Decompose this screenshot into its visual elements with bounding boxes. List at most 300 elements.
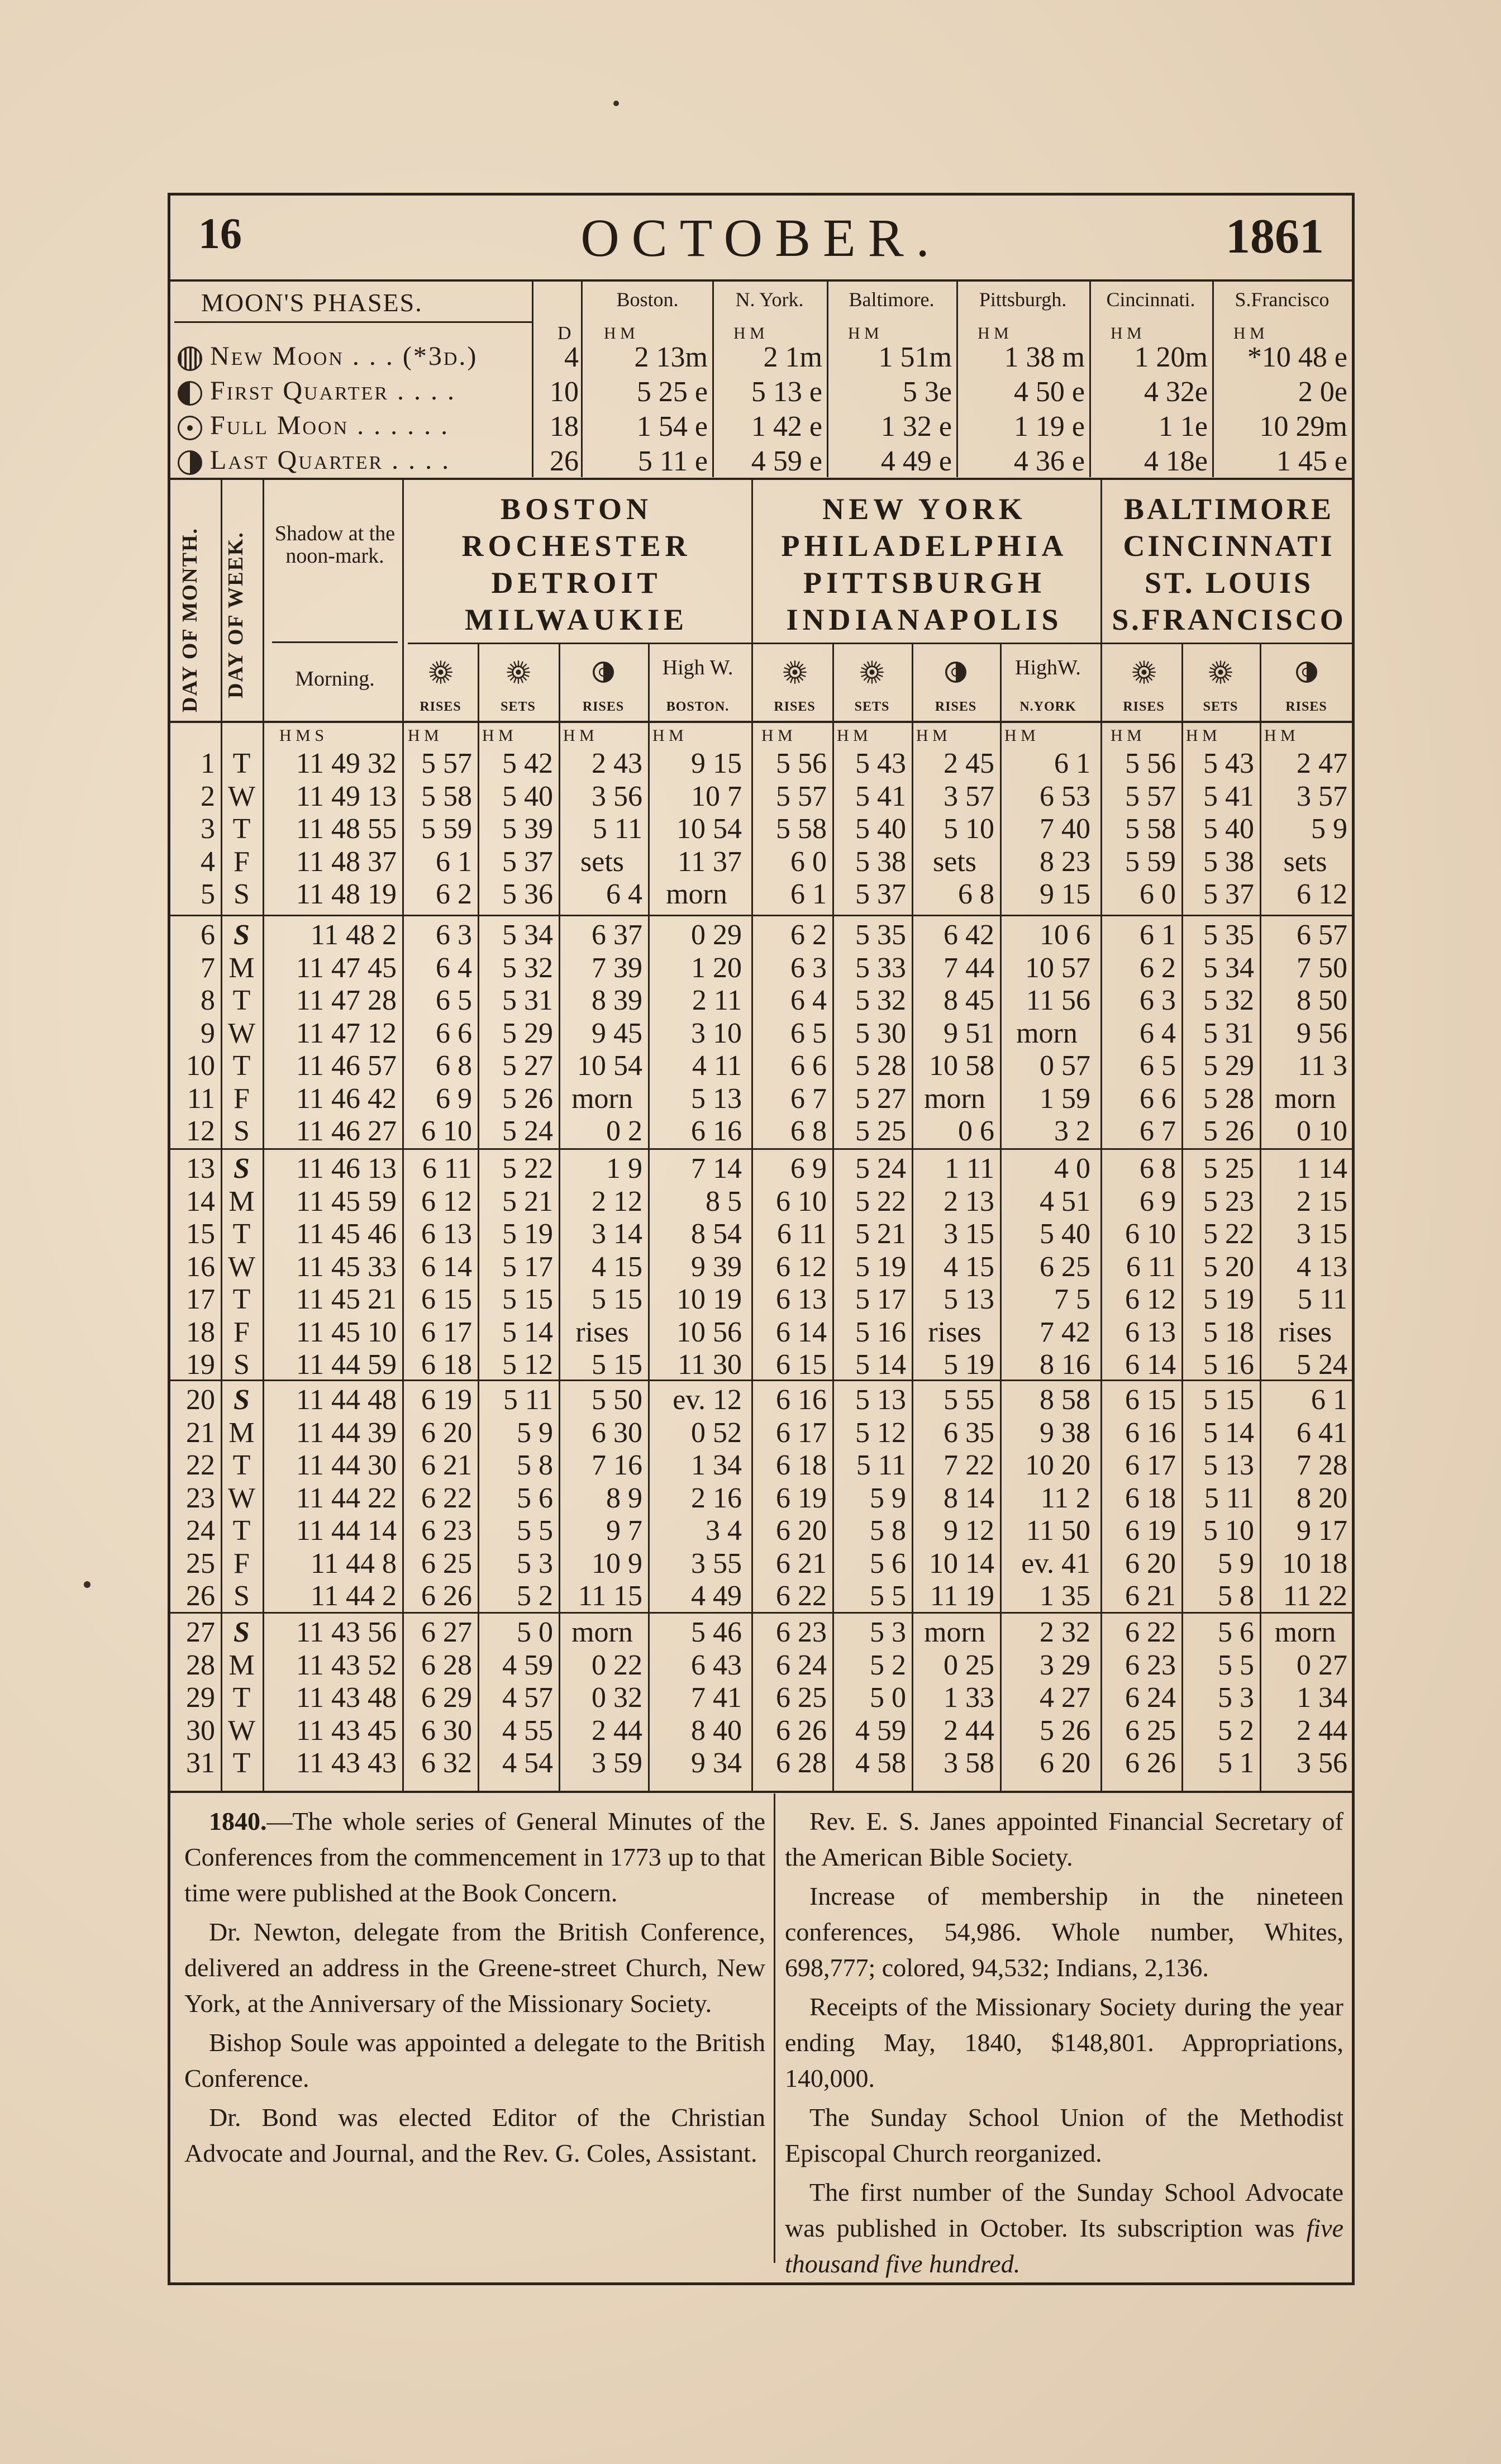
phase-row	[178, 410, 449, 445]
shadow-time: 11 47 12	[296, 1017, 397, 1049]
phase-day: 18	[550, 411, 579, 443]
day-of-week: T	[232, 1283, 251, 1315]
table-cell: 4 15	[944, 1250, 994, 1283]
table-cell: 8 54	[691, 1218, 742, 1250]
note-paragraph	[785, 1804, 1343, 1875]
table-cell: morn	[571, 1616, 633, 1648]
day-of-month: 28	[186, 1649, 215, 1681]
table-cell: 5 2	[517, 1580, 553, 1612]
table-cell: 2 12	[592, 1185, 642, 1217]
table-cell: 3 58	[944, 1747, 994, 1779]
table-cell: 6 9	[1140, 1185, 1176, 1217]
hms-label: H M S	[279, 726, 325, 745]
phase-city-header: Cincinnati.	[1106, 288, 1195, 311]
table-cell: 10 20	[1025, 1449, 1090, 1481]
day-of-month: 2	[201, 780, 215, 812]
shadow-time: 11 44 14	[296, 1515, 397, 1547]
table-cell: 5 13	[944, 1283, 994, 1315]
hm-label: H M	[408, 726, 439, 745]
phase-time: 1 32 e	[880, 411, 952, 443]
page-number: 16	[198, 209, 242, 258]
note-italic: five thousand five hundred.	[785, 2214, 1343, 2278]
day-of-week: T	[232, 1449, 251, 1481]
table-cell: 6 26	[1125, 1747, 1176, 1779]
table-cell: 7 42	[1040, 1316, 1090, 1348]
table-cell: 9 15	[691, 748, 742, 779]
table-cell: 3 15	[1297, 1218, 1347, 1250]
day-of-month: 19	[186, 1349, 215, 1381]
phase-city-header: Baltimore.	[849, 288, 935, 311]
table-cell: 5 3	[870, 1616, 906, 1648]
phase-time: 1 54 e	[636, 411, 708, 443]
table-cell: 2 16	[691, 1482, 742, 1514]
table-cell: 8 58	[1040, 1384, 1090, 1416]
table-cell: 6 29	[421, 1682, 472, 1714]
sub-header: SETS	[854, 700, 890, 714]
day-of-week-label: DAY OF WEEK.	[224, 531, 247, 698]
note-text: Increase of membership in the nineteen conferences, 54,986. Whole number, Whites, 698,777; colored, 94,532; Indians, 2,136.	[785, 1882, 1343, 1982]
table-cell: 5 41	[1203, 780, 1254, 812]
table-cell: 9 17	[1297, 1515, 1347, 1547]
table-cell: 1 11	[944, 1153, 994, 1185]
table-cell: 6 25	[776, 1682, 827, 1714]
day-of-month: 12	[186, 1115, 215, 1147]
table-cell: 5 24	[855, 1153, 906, 1185]
phase-label: First Quarter . . . .	[210, 376, 456, 406]
table-cell: 5 11	[503, 1384, 553, 1416]
hm-label: H M	[837, 726, 868, 745]
table-cell: 11 50	[1026, 1515, 1090, 1547]
table-cell: 8 5	[706, 1185, 742, 1217]
day-of-month: 7	[201, 952, 215, 984]
phase-row	[178, 341, 478, 375]
table-cell: 6 16	[1125, 1416, 1176, 1449]
table-cell: 10 7	[691, 780, 742, 812]
table-cell: 11 3	[1297, 1050, 1347, 1082]
table-cell: 6 13	[776, 1283, 827, 1315]
table-cell: 5 24	[502, 1115, 553, 1147]
table-cell: 7 16	[592, 1449, 642, 1481]
table-cell: 6 1	[1140, 919, 1176, 951]
table-cell: 7 41	[691, 1682, 742, 1714]
table-cell: 8 23	[1040, 845, 1090, 878]
table-cell: 0 10	[1297, 1115, 1347, 1147]
day-of-month: 25	[186, 1547, 215, 1580]
table-cell: 6 8	[790, 1115, 827, 1147]
hm-label: H M	[563, 726, 594, 745]
table-cell: 5 22	[1203, 1218, 1254, 1250]
table-cell: 5 33	[855, 952, 906, 984]
table-cell: 5 40	[1203, 813, 1254, 845]
table-cell: ev. 41	[1021, 1547, 1090, 1580]
table-cell: 8 45	[944, 984, 994, 1016]
table-cell: 5 29	[1203, 1050, 1254, 1082]
phase-time: 4 32e	[1143, 376, 1208, 408]
note-paragraph	[184, 2100, 765, 2171]
table-cell: 11 2	[1040, 1482, 1090, 1514]
table-cell: 6 24	[776, 1649, 827, 1681]
table-cell: 1 9	[606, 1153, 642, 1185]
week-divider	[168, 915, 1355, 916]
note-paragraph	[184, 2025, 765, 2096]
table-cell: 10 54	[676, 813, 742, 845]
table-cell: 6 4	[1140, 1017, 1176, 1049]
table-cell: 0 29	[691, 919, 742, 951]
table-cell: 6 37	[592, 919, 642, 951]
table-cell: 2 45	[944, 748, 994, 779]
table-cell: 5 11	[856, 1449, 906, 1481]
note-paragraph	[785, 1878, 1343, 1986]
table-cell: 6 21	[421, 1449, 472, 1481]
table-cell: 6 4	[790, 984, 827, 1016]
note-paragraph	[184, 1914, 765, 2021]
shadow-label: Shadow at the noon-mark.	[274, 522, 395, 568]
day-of-month: 26	[186, 1580, 215, 1612]
table-cell: 5 25	[855, 1115, 906, 1147]
day-of-month: 14	[186, 1185, 215, 1217]
table-cell: 5 9	[870, 1482, 906, 1514]
table-cell: 10 6	[1040, 919, 1090, 951]
table-cell: 6 42	[944, 919, 994, 951]
table-cell: morn	[666, 878, 727, 910]
table-cell: 6 6	[436, 1017, 472, 1049]
phase-time: 1 51m	[878, 341, 952, 373]
phase-time: 5 25 e	[636, 376, 708, 408]
table-cell: sets	[1283, 845, 1327, 878]
table-cell: 6 1	[436, 845, 472, 878]
phase-day: 10	[550, 376, 579, 408]
day-of-month-label: DAY OF MONTH.	[178, 527, 202, 712]
phase-day: 26	[550, 445, 579, 477]
moon-rise-icon	[590, 659, 616, 685]
table-cell: 3 15	[944, 1218, 994, 1250]
table-cell: 1 34	[1297, 1682, 1347, 1714]
table-cell: 4 57	[502, 1682, 553, 1714]
table-cell: 6 26	[421, 1580, 472, 1612]
table-cell: 5 41	[855, 780, 906, 812]
region-boston: BOSTON ROCHESTER DETROIT MILWAUKIE	[461, 492, 692, 636]
table-cell: 3 56	[592, 780, 642, 812]
phase-time: 4 36 e	[1013, 445, 1085, 477]
table-cell: 4 55	[502, 1714, 553, 1747]
table-cell: 6 16	[691, 1115, 742, 1147]
table-cell: 6 57	[1297, 919, 1347, 951]
day-of-week: T	[232, 1682, 251, 1714]
table-cell: 5 36	[502, 878, 553, 910]
table-cell: 3 59	[592, 1747, 642, 1779]
table-cell: 5 10	[944, 813, 994, 845]
column-rule	[832, 723, 834, 1791]
table-cell: 5 39	[502, 813, 553, 845]
table-cell: 5 2	[870, 1649, 906, 1681]
table-cell: 5 34	[1203, 952, 1254, 984]
table-cell: 1 34	[691, 1449, 742, 1481]
day-of-month: 3	[201, 813, 215, 845]
day-of-month: 16	[186, 1250, 215, 1283]
table-cell: 5 43	[1203, 748, 1254, 779]
table-cell: 5 50	[592, 1384, 642, 1416]
table-cell: 6 15	[1125, 1384, 1176, 1416]
note-text: Rev. E. S. Janes appointed Financial Secretary of the American Bible Society.	[785, 1807, 1343, 1871]
table-cell: 2 11	[692, 984, 742, 1016]
table-cell: 6 6	[1140, 1082, 1176, 1115]
year: 1861	[1226, 210, 1324, 264]
table-cell: 5 37	[502, 845, 553, 878]
table-cell: 6 17	[421, 1316, 472, 1348]
table-cell: 3 10	[691, 1017, 742, 1049]
table-cell: morn	[1274, 1616, 1336, 1648]
table-cell: 5 34	[502, 919, 553, 951]
day-of-week: W	[227, 1250, 256, 1283]
table-cell: 1 35	[1040, 1580, 1090, 1612]
table-cell: 6 53	[1040, 780, 1090, 812]
table-cell: 6 15	[421, 1283, 472, 1315]
table-cell: 5 27	[855, 1082, 906, 1115]
table-cell: 0 6	[958, 1115, 994, 1147]
table-cell: 6 14	[776, 1316, 827, 1348]
column-rule	[221, 723, 222, 1791]
day-of-week: M	[228, 952, 255, 984]
table-cell: 5 0	[870, 1682, 906, 1714]
shadow-time: 11 47 28	[296, 984, 397, 1016]
table-cell: 6 43	[691, 1649, 742, 1681]
table-cell: 5 9	[517, 1416, 553, 1449]
table-cell: rises	[575, 1316, 629, 1348]
table-cell: 5 32	[855, 984, 906, 1016]
table-cell: 6 1	[1311, 1384, 1347, 1416]
table-cell: 6 20	[421, 1416, 472, 1449]
day-of-month: 27	[186, 1616, 215, 1648]
note-year: 1840.	[209, 1807, 267, 1835]
phase-time: 1 1e	[1158, 411, 1208, 443]
table-cell: 5 3	[1218, 1682, 1254, 1714]
column-rule	[263, 723, 264, 1791]
table-cell: 0 32	[592, 1682, 642, 1714]
table-cell: 8 39	[592, 984, 642, 1016]
shadow-time: 11 43 56	[296, 1616, 397, 1648]
table-cell: 9 7	[606, 1515, 642, 1547]
day-of-month: 15	[186, 1218, 215, 1250]
hm-label: H M	[1004, 726, 1036, 745]
table-cell: 10 9	[592, 1547, 642, 1580]
day-of-week: S	[234, 1616, 250, 1648]
table-cell: 6 19	[421, 1384, 472, 1416]
hm-label: H M	[1111, 726, 1142, 745]
phase-time: *10 48 e	[1247, 341, 1347, 373]
table-cell: 6 8	[958, 878, 994, 910]
day-of-month: 29	[186, 1682, 215, 1714]
table-cell: 10 56	[676, 1316, 742, 1348]
table-cell: 4 13	[1297, 1250, 1347, 1283]
table-cell: 5 21	[855, 1218, 906, 1250]
table-cell: 6 11	[1126, 1250, 1176, 1283]
day-of-month: 23	[186, 1482, 215, 1514]
table-cell: 6 3	[790, 952, 827, 984]
table-cell: 6 12	[1125, 1283, 1176, 1315]
table-cell: 6 21	[1125, 1580, 1176, 1612]
hm-label: H M	[604, 324, 635, 343]
table-cell: 6 22	[776, 1580, 827, 1612]
day-of-month: 18	[186, 1316, 215, 1348]
day-of-week: T	[232, 1515, 251, 1547]
phase-time: 2 1m	[763, 341, 822, 373]
table-cell: 5 19	[855, 1250, 906, 1283]
table-cell: 7 40	[1040, 813, 1090, 845]
hm-label: H M	[848, 324, 879, 343]
table-cell: 6 6	[790, 1050, 827, 1082]
phase-city-header: N. York.	[735, 288, 804, 311]
table-bottom-rule	[168, 1791, 1355, 1793]
table-cell: 6 22	[1125, 1616, 1176, 1648]
hm-label: H M	[761, 726, 793, 745]
day-of-week: F	[234, 845, 250, 878]
note-text: Receipts of the Missionary Society during the year ending May, 1840, $148,801. Appropriations, 140,000.	[785, 1992, 1343, 2092]
table-cell: 5 23	[1203, 1185, 1254, 1217]
day-of-month: 10	[186, 1050, 215, 1082]
phase-label: Full Moon . . . . . .	[210, 411, 450, 440]
table-cell: 6 3	[436, 919, 472, 951]
table-cell: 5 5	[1218, 1649, 1254, 1681]
shadow-time: 11 46 13	[296, 1153, 397, 1185]
table-cell: 6 13	[1125, 1316, 1176, 1348]
table-cell: 2 13	[944, 1185, 994, 1217]
shadow-time: 11 49 32	[296, 748, 397, 779]
table-cell: 5 6	[1218, 1616, 1254, 1648]
table-cell: 1 59	[1040, 1082, 1090, 1115]
day-of-week: W	[227, 1714, 256, 1747]
table-cell: 5 18	[1203, 1316, 1254, 1348]
ink-speck	[84, 1581, 90, 1588]
table-cell: ev. 12	[673, 1384, 742, 1416]
table-cell: 4 59	[855, 1714, 906, 1747]
shadow-time: 11 44 22	[296, 1482, 397, 1514]
week-divider	[168, 1148, 1355, 1150]
table-cell: 6 10	[421, 1115, 472, 1147]
table-cell: 5 57	[421, 748, 472, 779]
shadow-time: 11 45 59	[296, 1185, 397, 1217]
table-cell: 5 19	[944, 1349, 994, 1381]
table-cell: 6 22	[421, 1482, 472, 1514]
table-cell: 5 55	[944, 1384, 994, 1416]
day-of-week: S	[234, 1349, 250, 1381]
table-cell: 7 39	[592, 952, 642, 984]
day-of-week: S	[234, 1115, 250, 1147]
table-cell: 6 7	[790, 1082, 827, 1115]
day-of-week: T	[232, 1747, 251, 1779]
moon-rise-icon	[1294, 659, 1319, 685]
table-cell: 5 56	[776, 748, 827, 779]
table-cell: 5 19	[1203, 1283, 1254, 1315]
table-cell: 6 2	[790, 919, 827, 951]
note-text: Bishop Soule was appointed a delegate to the British Conference.	[184, 2028, 765, 2092]
moon-phases-title: MOON'S PHASES.	[201, 288, 423, 317]
day-of-week: F	[234, 1082, 250, 1115]
table-cell: 2 15	[1297, 1185, 1347, 1217]
table-cell: 5 35	[855, 919, 906, 951]
phase-time: 1 20m	[1134, 341, 1208, 373]
table-cell: 5 14	[502, 1316, 553, 1348]
table-cell: 0 2	[606, 1115, 642, 1147]
hm-label: H M	[1111, 324, 1142, 343]
day-of-month: 1	[201, 748, 215, 779]
table-cell: 5 0	[517, 1616, 553, 1648]
table-cell: 10 14	[929, 1547, 994, 1580]
table-cell: 5 26	[502, 1082, 553, 1115]
table-cell: 5 13	[855, 1384, 906, 1416]
day-of-week: T	[232, 748, 251, 779]
phase-label: Last Quarter . . . .	[210, 445, 451, 475]
table-cell: 6 25	[1125, 1714, 1176, 1747]
phase-time: 2 0e	[1298, 376, 1347, 408]
note-text: The Sunday School Union of the Methodist Episcopal Church reorganized.	[785, 2103, 1343, 2167]
day-of-month: 21	[186, 1416, 215, 1449]
table-cell: 6 26	[776, 1714, 827, 1747]
day-of-week: W	[227, 1017, 256, 1049]
table-cell: 5 46	[691, 1616, 742, 1648]
note-text: —The whole series of General Minutes of the Conferences from the commencement in 1773 up to that time were published at the Book Concern.	[184, 1807, 765, 1907]
column-rule	[751, 723, 753, 1791]
phase-time: 4 50 e	[1013, 376, 1085, 408]
note-paragraph	[785, 2175, 1343, 2282]
table-cell: 6 12	[776, 1250, 827, 1283]
table-cell: 6 28	[776, 1747, 827, 1779]
sub-header: RISES	[1285, 700, 1327, 714]
table-cell: 6 17	[776, 1416, 827, 1449]
table-cell: 4 54	[502, 1747, 553, 1779]
table-cell: 7 44	[944, 952, 994, 984]
table-cell: 6 18	[1125, 1482, 1176, 1514]
table-cell: 10 54	[577, 1050, 642, 1082]
note-text: Dr. Newton, delegate from the British Conference, delivered an address in the Greene-street Church, New York, at the Anniversary of the Missionary Society.	[184, 1918, 765, 2018]
day-of-week: T	[232, 984, 251, 1016]
column-rule	[912, 723, 913, 1791]
table-cell: 5 8	[517, 1449, 553, 1481]
phase-city-header: S.Francisco	[1235, 288, 1330, 311]
column-rule	[559, 723, 560, 1791]
day-of-month: 24	[186, 1515, 215, 1547]
table-cell: 0 52	[691, 1416, 742, 1449]
hm-label: H M	[482, 726, 513, 745]
column-rule	[478, 723, 479, 1791]
table-cell: 6 10	[1125, 1218, 1176, 1250]
table-cell: 3 57	[1297, 780, 1347, 812]
table-cell: 5 14	[855, 1349, 906, 1381]
day-of-week: F	[234, 1316, 250, 1348]
phase-time: 1 38 m	[1004, 341, 1085, 373]
table-cell: 5 40	[1040, 1218, 1090, 1250]
table-cell: sets	[580, 845, 624, 878]
table-cell: 5 31	[1203, 1017, 1254, 1049]
table-cell: 6 25	[1040, 1250, 1090, 1283]
table-cell: morn	[571, 1082, 633, 1115]
table-cell: 6 20	[776, 1515, 827, 1547]
table-cell: rises	[1278, 1316, 1332, 1348]
table-cell: 5 5	[517, 1515, 553, 1547]
month-title: OCTOBER.	[580, 208, 942, 268]
day-of-week: S	[234, 878, 250, 910]
note-paragraph	[785, 2100, 1343, 2171]
table-cell: 7 28	[1297, 1449, 1347, 1481]
day-of-week: F	[234, 1547, 250, 1580]
table-cell: 5 11	[592, 813, 642, 845]
note-text: Dr. Bond was elected Editor of the Christian Advocate and Journal, and the Rev. G. Coles, Assistant.	[184, 2103, 765, 2167]
table-cell: 5 13	[1203, 1449, 1254, 1481]
table-cell: 5 12	[855, 1416, 906, 1449]
table-cell: 5 11	[1204, 1482, 1254, 1514]
sub-header: RISES	[935, 700, 977, 714]
table-cell: 1 33	[944, 1682, 994, 1714]
table-cell: 5 15	[592, 1283, 642, 1315]
